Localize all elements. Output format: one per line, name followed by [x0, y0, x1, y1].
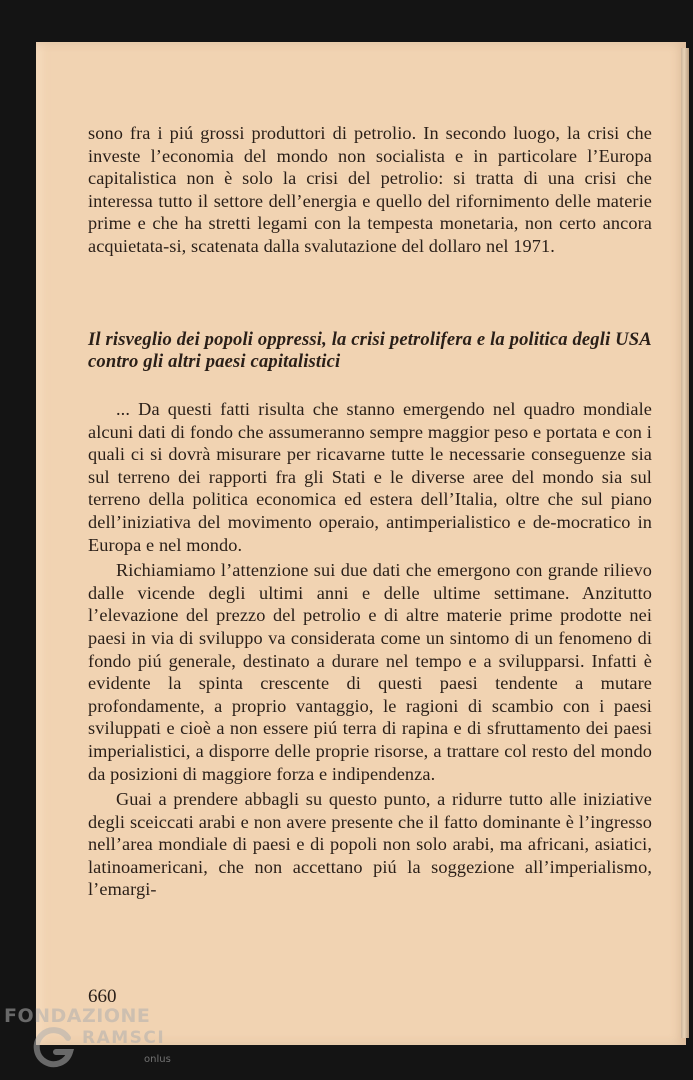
watermark-logo: [4, 1002, 184, 1072]
body-text: [88, 398, 652, 901]
page-edge: [681, 48, 689, 1038]
intro-text: [88, 122, 652, 258]
watermark-line-1: FONDAZIONE: [4, 1005, 151, 1027]
watermark-line-2: RAMSCI: [82, 1028, 166, 1048]
body-paragraph-1: ... Da questi fatti risulta che stanno emergendo nel quadro mondiale alcuni dati di fondo che assumeranno sempre maggior peso e portata e con i quali ci si dovrà misurare per ricavarne tutte le necessarie conseguenze sia sul terreno dei rapporti fra gli Stati e le diverse aree del mondo sia sul terreno della politica economica ed estera dell’Italia, oltre che sul piano dell’iniziativa del movimento operaio, antimperialistico e de-mocratico in Europa e nel mondo.: [88, 399, 652, 555]
foundation-logo-icon: [30, 1024, 76, 1070]
section-heading: Il risveglio dei popoli oppressi, la crisi petrolifera e la politica degli USA contro gli altri paesi capitalistici: [88, 329, 651, 373]
body-paragraph-2: Richiamiamo l’attenzione sui due dati che emergono con grande rilievo dalle vicende degli ultimi anni e delle ultime settimane. Anzitutto l’elevazione del prezzo del petrolio e di altre materie prime prodotte nei paesi in via di sviluppo va considerata come un sintomo di un fenomeno di fondo piú generale, destinato a durare nel tempo e a svilupparsi. Infatti è evidente la spinta crescente di questi paesi tendente a mutare profondamente, a proprio vantaggio, le ragioni di scambio con i paesi sviluppati e cioè a non essere piú terra di rapina e di sfruttamento dei paesi imperialistici, a disporre delle proprie risorse, a trattare col resto del mondo da posizioni di maggiore forza e indipendenza.: [88, 560, 652, 784]
intro-paragraph: sono fra i piú grossi produttori di petrolio. In secondo luogo, la crisi che investe l’economia del mondo non socialista e in particolare l’Europa capitalistica non è solo la crisi del petrolio: si tratta di una crisi che interessa tutto il settore dell’energia e quello del rifornimento delle materie prime e che ha stretti legami con la tempesta monetaria, non certo ancora acquietata-si, scatenata dalla svalutazione del dollaro nel 1971.: [88, 123, 652, 256]
body-paragraph-3: Guai a prendere abbagli su questo punto, a ridurre tutto alle iniziative degli sceiccati arabi e non avere presente che il fatto dominante è l’ingresso nell’area mondiale di paesi e di popoli non solo arabi, ma africani, asiatici, latinoamericani, che non accettano piú la soggezione all’imperialismo, l’emargi-: [88, 789, 652, 900]
watermark-line-3: onlus: [144, 1054, 171, 1065]
page-number: 660: [88, 986, 117, 1007]
